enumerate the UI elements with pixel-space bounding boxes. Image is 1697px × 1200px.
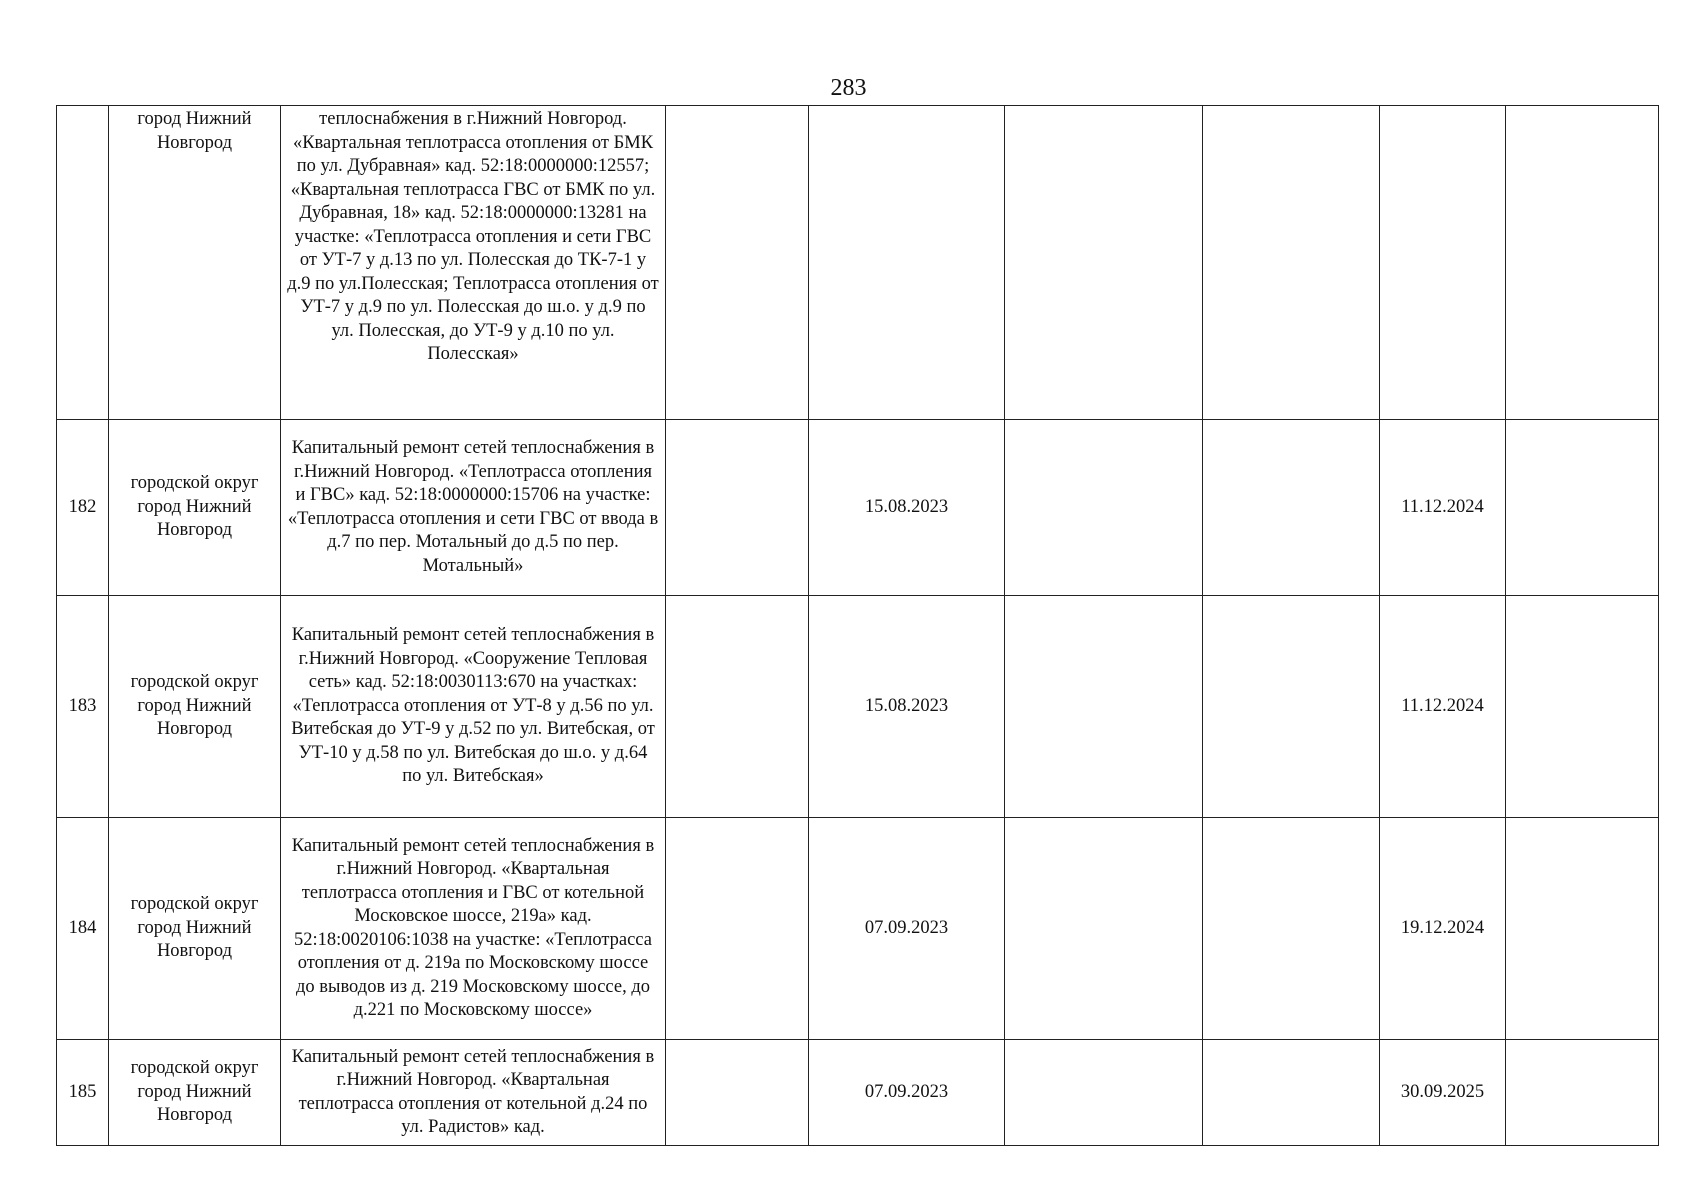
empty-cell (1005, 596, 1203, 818)
object-description-cell: Капитальный ремонт сетей теплоснабжения в г.Нижний Новгород. «Сооружение Тепловая сеть» кад. 52:18:0030113:670 на участках: «Теплотрасса отопления от УТ-8 у д.56 по ул. Витебская до УТ-9 у д.52 по ул. Витебская, от УТ-10 у д.58 по ул. Витебская до ш.о. у д.64 по ул. Витебская» (281, 596, 666, 818)
row-number (57, 106, 109, 420)
empty-cell (1506, 596, 1659, 818)
empty-cell (666, 596, 809, 818)
empty-cell (1506, 106, 1659, 420)
start-date-cell: 07.09.2023 (809, 1040, 1005, 1146)
empty-cell (1203, 818, 1380, 1040)
municipality-cell: городской округ город Нижний Новгород (109, 1040, 281, 1146)
empty-cell (1506, 420, 1659, 596)
empty-cell (1005, 818, 1203, 1040)
end-date-cell: 11.12.2024 (1380, 596, 1506, 818)
empty-cell (1506, 1040, 1659, 1146)
row-number: 183 (57, 596, 109, 818)
empty-cell (666, 818, 809, 1040)
object-description-cell: теплоснабжения в г.Нижний Новгород. «Квартальная теплотрасса отопления от БМК по ул. Дубравная» кад. 52:18:0000000:12557; «Квартальная теплотрасса ГВС от БМК по ул. Дубравная, 18» кад. 52:18:0000000:13281 на участке: «Теплотрасса отопления и сети ГВС от УТ-7 у д.13 по ул. Полесская до ТК-7-1 у д.9 по ул.Полесская; Теплотрасса отопления от УТ-7 у д.9 по ул. Полесская до ш.о. у д.9 по ул. Полесская, до УТ-9 у д.10 по ул. Полесская» (281, 106, 666, 420)
registry-table (56, 105, 1659, 1146)
object-description-cell: Капитальный ремонт сетей теплоснабжения в г.Нижний Новгород. «Квартальная теплотрасса отопления от котельной д.24 по ул. Радистов» кад. (281, 1040, 666, 1146)
empty-cell (666, 1040, 809, 1146)
page-number: 283 (830, 75, 867, 101)
empty-cell (666, 420, 809, 596)
object-description-cell: Капитальный ремонт сетей теплоснабжения в г.Нижний Новгород. «Квартальная теплотрасса отопления и ГВС от котельной Московское шоссе, 219а» кад. 52:18:0020106:1038 на участке: «Теплотрасса отопления от д. 219а по Московскому шоссе до выводов из д. 219 Московскому шоссе, до д.221 по Московскому шоссе» (281, 818, 666, 1040)
end-date-cell: 11.12.2024 (1380, 420, 1506, 596)
empty-cell (1005, 1040, 1203, 1146)
end-date-cell (1380, 106, 1506, 420)
table-row (57, 818, 1659, 1040)
municipality-cell: городской округ город Нижний Новгород (109, 818, 281, 1040)
municipality-cell: город Нижний Новгород (109, 106, 281, 420)
empty-cell (1506, 818, 1659, 1040)
row-number: 182 (57, 420, 109, 596)
municipality-cell: городской округ город Нижний Новгород (109, 596, 281, 818)
end-date-cell: 30.09.2025 (1380, 1040, 1506, 1146)
end-date-cell: 19.12.2024 (1380, 818, 1506, 1040)
empty-cell (666, 106, 809, 420)
table-row (57, 420, 1659, 596)
municipality-cell: городской округ город Нижний Новгород (109, 420, 281, 596)
empty-cell (1203, 420, 1380, 596)
empty-cell (1203, 1040, 1380, 1146)
empty-cell (1203, 596, 1380, 818)
start-date-cell: 15.08.2023 (809, 420, 1005, 596)
empty-cell (1005, 106, 1203, 420)
object-description-cell: Капитальный ремонт сетей теплоснабжения в г.Нижний Новгород. «Теплотрасса отопления и ГВС» кад. 52:18:0000000:15706 на участке: «Теплотрасса отопления и сети ГВС от ввода в д.7 по пер. Мотальный до д.5 по пер. Мотальный» (281, 420, 666, 596)
table-row (57, 596, 1659, 818)
start-date-cell: 07.09.2023 (809, 818, 1005, 1040)
table-row (57, 1040, 1659, 1146)
empty-cell (1005, 420, 1203, 596)
start-date-cell: 15.08.2023 (809, 596, 1005, 818)
start-date-cell (809, 106, 1005, 420)
row-number: 185 (57, 1040, 109, 1146)
row-number: 184 (57, 818, 109, 1040)
table-row (57, 106, 1659, 420)
empty-cell (1203, 106, 1380, 420)
